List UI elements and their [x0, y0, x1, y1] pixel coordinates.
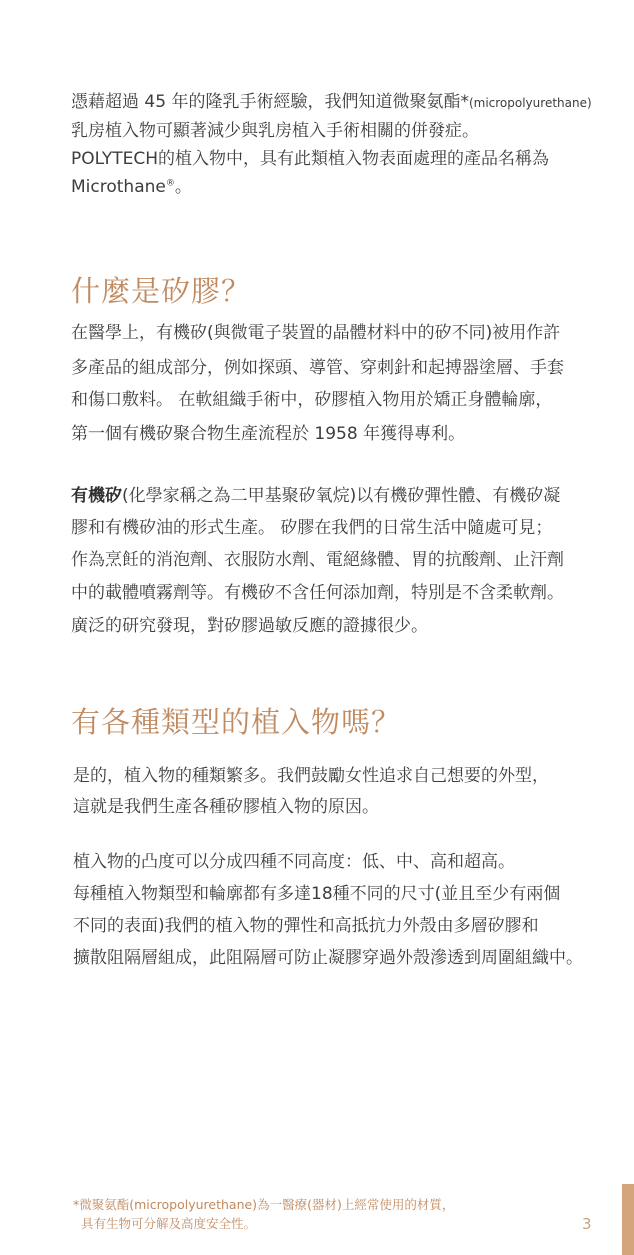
- paragraph-line: 在醫學上，有機矽(與微電子裝置的晶體材料中的矽不同)被用作許: [71, 323, 561, 343]
- micropolyurethane-note: (micropolyurethane): [468, 96, 592, 110]
- paragraph-line: 是的，植入物的種類繁多。我們鼓勵女性追求自己想要的外型，: [73, 766, 549, 786]
- section-heading-silicone: 什麼是矽膠？: [71, 274, 252, 308]
- paragraph-line: 和傷口敷料。 在軟組織手術中，矽膠植入物用於矯正身體輪廓，: [71, 390, 553, 410]
- intro-line-1: 憑藉超過 45 年的隆乳手術經驗，我們知道微聚氨酯*(micropolyurethane): [71, 92, 592, 112]
- paragraph-line: 植入物的凸度可以分成四種不同高度：低、中、高和超高。: [73, 852, 515, 872]
- footnote-line: 具有生物可分解及高度安全性。: [73, 1216, 256, 1231]
- paragraph-line: 膠和有機矽油的形式生產。 矽膠在我們的日常生活中隨處可見；: [71, 518, 553, 538]
- page-edge-tab: [622, 1184, 634, 1255]
- intro-line-4: Microthane®。: [71, 177, 192, 197]
- paragraph-line: 擴散阻隔層組成，此阻隔層可防止凝膠穿過外殼滲透到周圍組織中。: [73, 948, 583, 968]
- registered-mark: ®: [165, 178, 175, 189]
- paragraph-line: 第一個有機矽聚合物生產流程於 1958 年獲得專利。: [71, 424, 466, 444]
- paragraph-line: 不同的表面)我們的植入物的彈性和高抵抗力外殼由多層矽膠和: [73, 916, 539, 936]
- paragraph-line: 有機矽(化學家稱之為二甲基聚矽氧烷)以有機矽彈性體、有機矽凝: [71, 486, 561, 506]
- organosilicon-term: 有機矽: [71, 486, 122, 506]
- intro-line-3: POLYTECH的植入物中，具有此類植入物表面處理的產品名稱為: [71, 149, 550, 169]
- paragraph-line: 廣泛的研究發現，對矽膠過敏反應的證據很少。: [71, 616, 428, 636]
- paragraph-line: 這就是我們生產各種矽膠植入物的原因。: [73, 797, 379, 817]
- footnote-line: *微聚氨酯(micropolyurethane)為一醫療(器材)上經常使用的材質，: [73, 1197, 455, 1212]
- footnote: [73, 1195, 454, 1233]
- paragraph-line: 每種植入物類型和輪廓都有多達18種不同的尺寸(並且至少有兩個: [73, 884, 561, 904]
- paragraph-line: 多產品的組成部分，例如探頭、導管、穿刺針和起搏器塗層、手套: [71, 358, 564, 378]
- page-number: 3: [582, 1215, 592, 1233]
- paragraph-line: 作為烹飪的消泡劑、衣服防水劑、電絕緣體、胃的抗酸劑、止汗劑: [71, 550, 564, 570]
- section-heading-implant-types: 有各種類型的植入物嗎？: [71, 705, 402, 739]
- intro-line-2: 乳房植入物可顯著減少與乳房植入手術相關的併發症。: [71, 121, 479, 141]
- paragraph-line: 中的載體噴霧劑等。有機矽不含任何添加劑，特別是不含柔軟劑。: [71, 583, 564, 603]
